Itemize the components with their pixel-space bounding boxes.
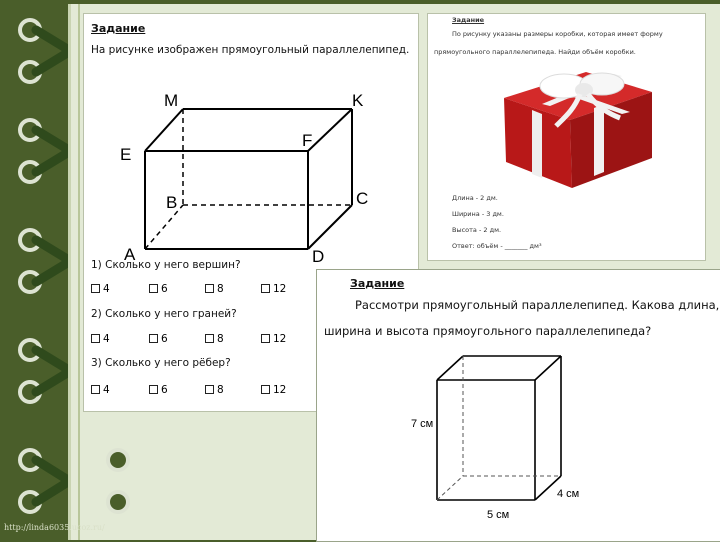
footer-url: http://linda6035.ucoz.ru/ [4,523,105,532]
card1-heading: Задание [91,22,146,35]
box-dimensions-figure [317,340,720,540]
option-checkbox[interactable]: 12 [261,283,286,295]
vertex-label-c: C [356,189,369,208]
gift-height: Высота - 2 дм. [452,226,502,234]
question-edges: 3) Сколько у него рёбер? [91,357,231,369]
option-checkbox[interactable]: 12 [261,333,286,345]
card3-heading: Задание [350,277,405,290]
checkbox-icon [149,284,158,293]
option-checkbox[interactable]: 6 [149,384,168,396]
dim-label-depth: 4 см [557,488,580,500]
option-checkbox[interactable]: 4 [91,283,110,295]
gift-width: Ширина - 3 дм. [452,210,504,218]
checkbox-icon [91,334,100,343]
parallelepiped-figure [84,66,418,266]
card2-heading: Задание [452,16,485,24]
option-checkbox[interactable]: 4 [91,384,110,396]
vertex-label-f: F [302,131,313,150]
option-checkbox[interactable]: 12 [261,384,286,396]
vertex-label-k: K [352,91,364,110]
option-checkbox[interactable]: 8 [205,333,224,345]
checkbox-icon [261,334,270,343]
option-checkbox[interactable]: 8 [205,283,224,295]
card1-intro: На рисунке изображен прямоугольный параллелепипед. [91,44,410,56]
option-checkbox[interactable]: 6 [149,283,168,295]
question-vertices: 1) Сколько у него вершин? [91,259,241,271]
checkbox-icon [205,334,214,343]
checkbox-icon [205,385,214,394]
dim-label-height: 7 см [411,418,434,430]
vertex-label-d: D [312,247,325,266]
gift-box-image [494,66,664,192]
card2-line2: прямоугольного параллелепипеда. Найди объём коробки. [434,48,636,56]
checkbox-icon [261,385,270,394]
gift-answer: Ответ: объём - _______ дм³ [452,242,542,250]
card3-line1: Рассмотри прямоугольный параллелепипед. Какова длина, [355,298,720,312]
checkbox-icon [261,284,270,293]
card3-line2: ширина и высота прямоугольного параллелепипеда? [324,324,652,338]
option-checkbox[interactable]: 4 [91,333,110,345]
option-checkbox[interactable]: 8 [205,384,224,396]
checkbox-icon [91,284,100,293]
card2-line1: По рисунку указаны размеры коробки, которая имеет форму [452,30,663,38]
gift-length: Длина - 2 дм. [452,194,498,202]
vertex-label-e: E [120,145,132,164]
vertex-label-a: A [124,245,136,264]
eyelet-column-left [20,20,40,512]
task-card-gift-box [427,13,706,261]
dim-label-length: 5 см [487,509,510,521]
checkbox-icon [91,385,100,394]
binder-laces-lower [70,440,130,520]
task-card-dimensions [316,269,720,542]
question-faces: 2) Сколько у него граней? [91,308,237,320]
vertex-label-m: M [164,91,179,110]
checkbox-icon [205,284,214,293]
checkbox-icon [149,385,158,394]
checkbox-icon [149,334,158,343]
vertex-label-b: B [166,193,178,212]
option-checkbox[interactable]: 6 [149,333,168,345]
